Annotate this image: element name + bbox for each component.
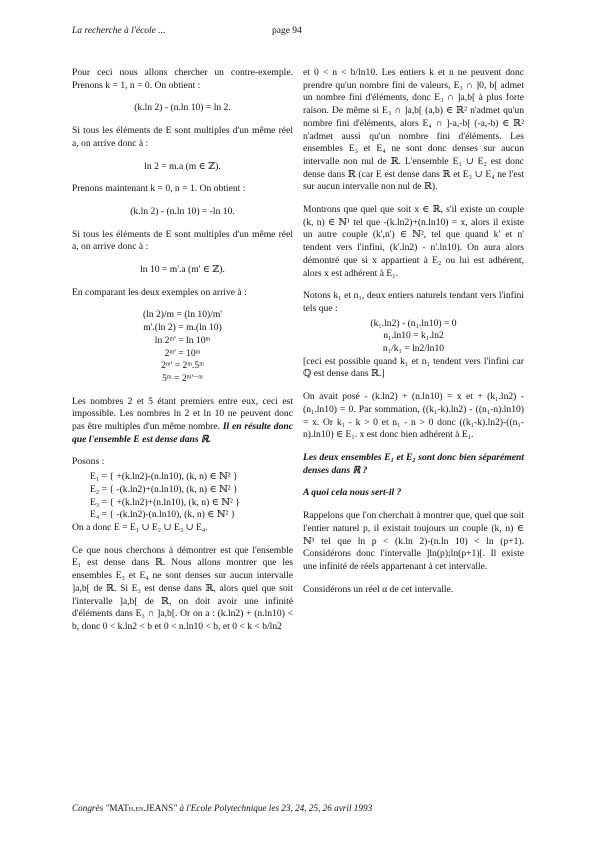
right-column [303, 67, 524, 606]
footer [72, 803, 372, 813]
paragraph-text: Les nombres 2 et 5 étant premiers entre eux, ceci est impossible. Les nombres ln 2 et ln 10 ne peuvent donc pas être multiples d'un même nombre. [72, 395, 293, 433]
equation-line: 2ᵐ' = 10ᵐ [164, 347, 201, 359]
equation-line: ln 2ᵐ' = ln 10ᵐ [154, 334, 211, 346]
posons-label: Posons : [72, 456, 105, 468]
equation-line: n₁/k₁ = ln2/ln10 [382, 343, 445, 355]
emphasized-conclusion: Il en résulte donc que l'ensemble E est dense dans ℝ. [72, 421, 293, 445]
equation-line: 2ᵐ' = 2ᵐ.5ᵐ [161, 360, 204, 372]
paragraph: Notons k₁ et n₁, deux entiers naturels tendant vers l'infini tels que : [303, 290, 524, 314]
question-heading: A quoi cela nous sert-il ? [303, 487, 402, 499]
equation-line: m'.(ln 2) = m.(ln 10) [143, 322, 222, 334]
equation: ln 10 = m'.a (m' ∈ ℤ). [140, 264, 225, 276]
set-definition: E₁ = { +(k.ln2)-(n.ln10), (k, n) ∈ ℕ² } [90, 471, 238, 483]
paragraph: On avait posé - (k.ln2) + (n.ln10) = x et + (k₁.ln2) - (n₁.ln10) = 0. Par sommation, ((k₁-k).ln2) - ((n₁-n).ln10) = x. Or k₁ - k > 0 et n₁ - n > 0 donc ((k₁-k).ln2)-((n₁-n).ln10) ∈ E₁. x est donc bien adhérent à E₁. [303, 391, 524, 441]
page-number: page 94 [272, 26, 302, 36]
footer-brand: MATh.en.JEANS [109, 803, 174, 813]
union-statement: On a donc E = E₁ ∪ E₂ ∪ E₃ ∪ E₄. [72, 521, 208, 533]
question-heading: Les deux ensembles E₁ et E₂ sont donc bien séparément denses dans ℝ ? [303, 451, 524, 476]
equation-line: (ln 2)/m = (ln 10)/m' [142, 309, 223, 321]
set-definition: E₂ = { -(k.ln2)+(n.ln10), (k, n) ∈ ℕ² } [90, 483, 238, 495]
equation: (k.ln 2) - (n.ln 10) = ln 2. [134, 102, 231, 114]
equation-line: n₁.ln10 = k₁.ln2 [383, 330, 444, 342]
equation-line: 5ᵐ = 2ᵐ'⁻ᵐ [162, 372, 203, 384]
paragraph: Prenons maintenant k = 0, n = 1. On obtient : [72, 183, 246, 195]
equation: ln 2 = m.a (m ∈ ℤ). [144, 160, 221, 172]
paragraph: et 0 < n < b/ln10. Les entiers k et n ne peuvent donc prendre qu'un nombre fini de valeurs, E₃ ∩ ]0, b[ admet un nombre fini d'éléments, donc E₃ ∩ ]a,b[ à plus forte raison. De même si E₃ ∩ ]a,b[ (a,b) ∈ ℝ² n'admet qu'un nombre fini d'éléments, alors E₄ ∩ ]-a,-b[ (-a,-b) ∈ ℝ² n'admet aussi qu'un nombre fini d'éléments. Les ensembles E₃ et E₄ ne sont donc denses sur aucun intervalle non nul de ℝ. L'ensemble E₁ ∪ E₂ est donc dense dans ℝ (car E est dense dans ℝ et E₃ ∪ E₄ ne l'est sur aucun intervalle non nul de ℝ). [303, 67, 524, 193]
equation-line: (k₁.ln2) - (n₁.ln10) = 0 [370, 317, 457, 329]
set-definition: E₃ = { +(k.ln2)+(n.ln10), (k, n) ∈ ℕ² } [90, 496, 240, 508]
left-column [72, 67, 293, 644]
running-header-title: La recherche à l'école ... [72, 26, 166, 36]
paragraph: Si tous les éléments de E sont multiples d'un même réel a, on arrive donc à : [72, 228, 293, 253]
footer-text-end: " à l'Ecole Polytechnique les 23, 24, 25, 26 avril 1993 [173, 803, 373, 813]
paragraph: Montrons que quel que soit x ∈ ℝ, s'il existe un couple (k, n) ∈ ℕ¹ tel que -(k.ln2)+(n.ln10) = x, alors il existe un autre couple (k',n') ∈ ℕ², tel que quand k' et n' tendent vers l'infini, (k'.ln2) - n'.ln10). On aura alors démontré que si x appartient à E₂ ou lui est adhérent, alors x est adhérent à E₁. [303, 204, 524, 279]
paragraph: Si tous les éléments de E sont multiples d'un même réel a, on arrive donc à : [72, 125, 293, 149]
footer-text-start: Congrès " [72, 803, 110, 813]
paragraph: [ceci est possible quand k₁ et n₁ tendent vers l'infini car ℚ est dense dans ℝ.] [303, 355, 524, 380]
paragraph: Pour ceci nous allons chercher un contre-exemple. Prenons k = 1, n = 0. On obtient : [72, 67, 293, 91]
paragraph: En comparant les deux exemples on arrive à : [72, 286, 247, 298]
set-definition: E₄ = { -(k.ln2)-(n.ln10), (k, n) ∈ ℕ² } [90, 509, 236, 521]
equation: (k.ln 2) - (n.ln 10) = -ln 10. [130, 205, 235, 217]
paragraph: Rappelons que l'on cherchait à montrer que, quel que soit l'entier naturel p, il existait toujours un couple (k, n) ∈ ℕ¹ tel que ln p < (k.ln 2)-(n.ln 10) < ln (p+1). Considérons donc l'intervalle ]ln(p);ln(p+1)[. Il existe une infinité de réels appartenant à cet intervalle. [303, 510, 524, 572]
paragraph [72, 396, 293, 447]
paragraph: Considérons un réel α de cet intervalle. [303, 583, 454, 595]
paragraph: Ce que nous cherchons à démontrer est que l'ensemble E₁ est dense dans ℝ. Nous allons montrer que les ensembles E₃ et E₄ ne sont denses sur aucun intervalle ]a,b[ de ℝ. Si E₃ est dense dans ℝ, alors quel que soit l'intervalle ]a,b[ de ℝ, on doit avoir une infinité d'éléments dans E₃ ∩ ]a,b[. Or on a : (k.ln2) + (n.ln10) < b, donc 0 < k.ln2 < b et 0 < n.ln10 < b, et 0 < k < b/ln2 [72, 544, 293, 632]
equation-block [72, 309, 293, 385]
